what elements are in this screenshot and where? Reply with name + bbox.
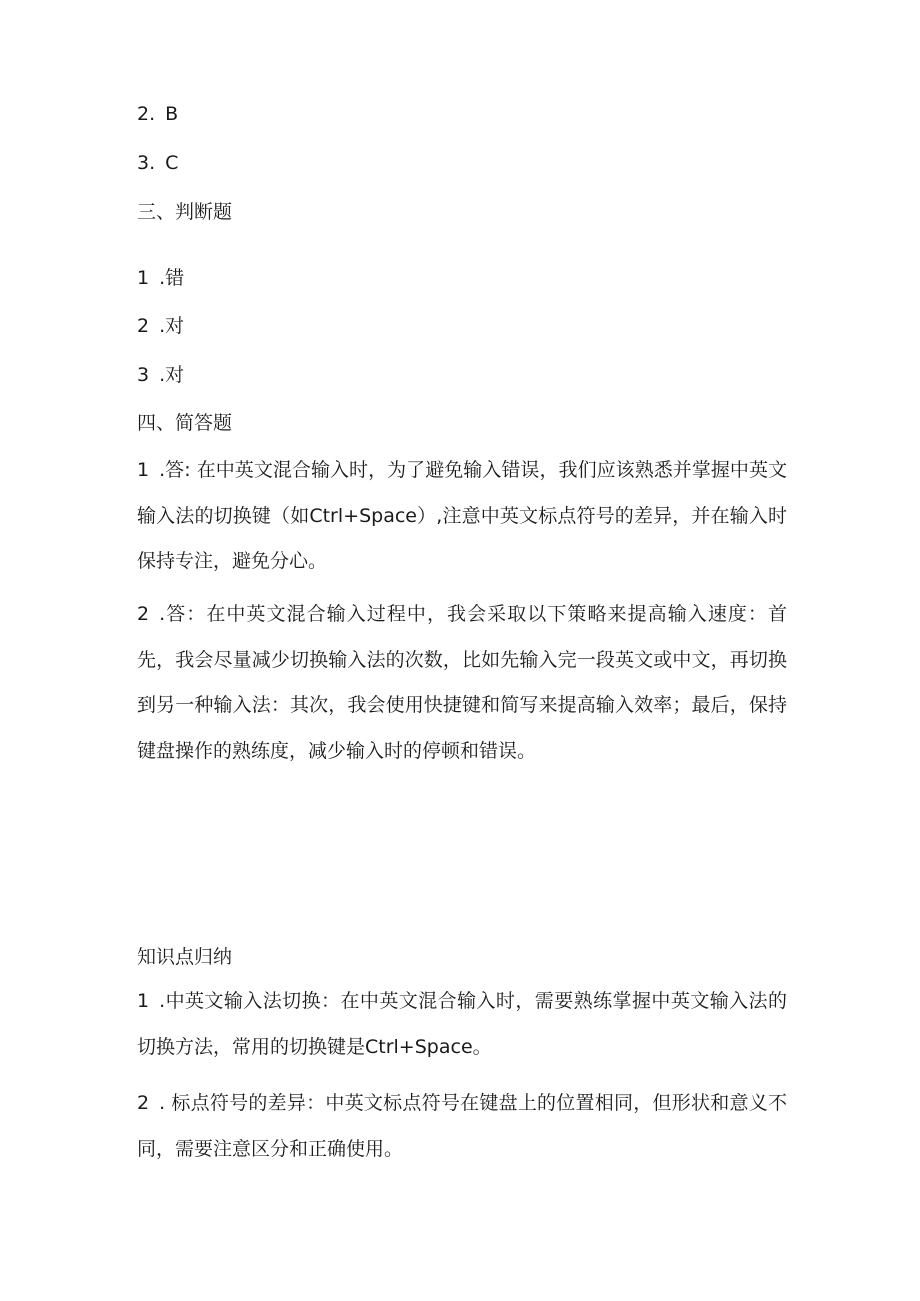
item-number: 3: [137, 364, 150, 386]
item-number: 3.: [137, 152, 156, 174]
judge-item: [137, 266, 184, 290]
item-number: 1: [137, 990, 150, 1012]
item-text: B: [165, 103, 179, 125]
short-answer-paragraph: [137, 448, 787, 585]
section-heading-short-answer: 四、简答题: [137, 412, 233, 434]
item-text: .答：在中英文混合输入过程中，我会采取以下策略来提高输入速度：首先，我会尽量减少切换输入法的次数，比如先输入完一段英文或中文，再切换到另一种输入法：其次，我会使用快捷键和简写来提高输入效率；最后，保持键盘操作的熟练度，减少输入时的停顿和错误。: [137, 603, 787, 762]
item-number: 2: [137, 1092, 150, 1114]
section-heading-knowledge: 知识点归纳: [137, 946, 233, 968]
judge-item: [137, 363, 184, 387]
item-text: .对: [159, 315, 185, 337]
item-number: 2: [137, 603, 150, 625]
item-number: 1: [137, 267, 150, 289]
item-text: .对: [159, 364, 185, 386]
item-text: C: [165, 152, 179, 174]
judge-item: [137, 314, 184, 338]
item-number: 2: [137, 315, 150, 337]
choice-answer-item: [137, 151, 178, 175]
knowledge-paragraph: [137, 1081, 787, 1172]
item-number: 1: [137, 459, 150, 481]
item-text: . 标点符号的差异：中英文标点符号在键盘上的位置相同，但形状和意义不同，需要注意区分和正确使用。: [137, 1092, 787, 1160]
knowledge-paragraph: [137, 979, 787, 1070]
section-heading-judge: 三、判断题: [137, 201, 233, 223]
choice-answer-item: [137, 102, 178, 126]
item-text: .中英文输入法切换：在中英文混合输入时，需要熟练掌握中英文输入法的切换方法，常用的切换键是Ctrl+Space。: [137, 990, 787, 1058]
item-text: .错: [159, 267, 185, 289]
item-number: 2.: [137, 103, 156, 125]
item-text: .答: 在中英文混合输入时，为了避免输入错误，我们应该熟悉并掌握中英文输入法的切换键（如Ctrl+Space）,注意中英文标点符号的差异，并在输入时保持专注，避免分心。: [137, 459, 787, 572]
short-answer-paragraph: [137, 592, 787, 774]
